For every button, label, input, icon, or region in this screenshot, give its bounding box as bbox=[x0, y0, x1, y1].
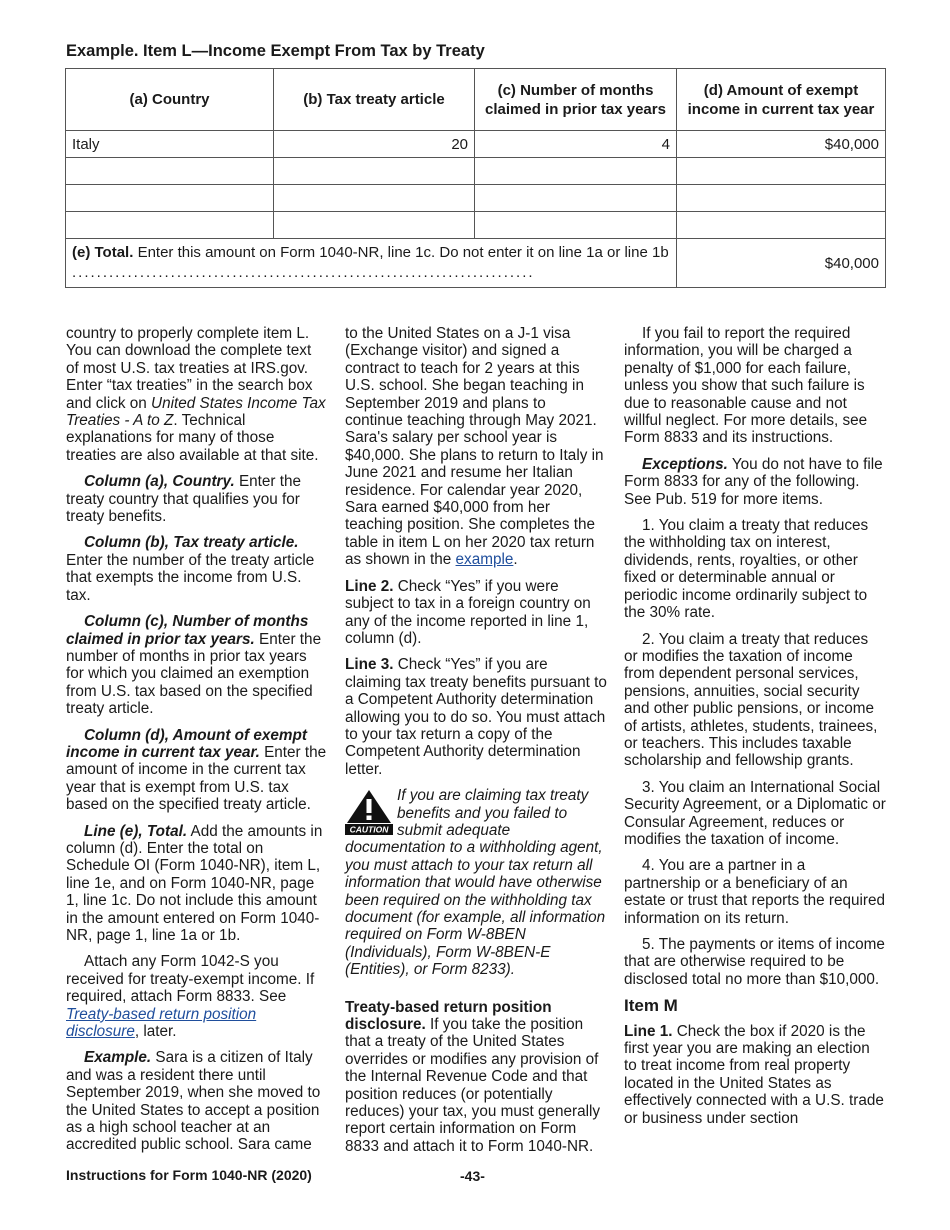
caution-text: If you are claiming tax treaty benefits and you failed to submit adequate documentation to a withholding agent, you must attach to your tax return all information that would have otherwise been required on the withholding tax document (for example, all information required on Form W-8BEN (Individuals), Form W-8BEN-E (Entities), or Form 8233). bbox=[345, 787, 606, 979]
cell-article bbox=[274, 158, 475, 185]
total-description bbox=[66, 239, 677, 288]
text: Add the amounts in column (d). Enter the total on Schedule OI (Form 1040-NR), item L, line 1e, and on Form 1040-NR, page 1, line 1c. Do not include this amount in the amount entered on Form 1040-NR, page 1, line 1a or 1b. bbox=[66, 822, 323, 944]
paragraph: If you fail to report the required information, you will be charged a penalty of $1,000 for each failure, unless you show that such failure is due to reasonable cause and not willful neglect. For more details, see Form 8833 and its instructions. bbox=[624, 325, 868, 447]
paragraph bbox=[66, 823, 328, 945]
paragraph bbox=[66, 1049, 328, 1153]
run-in-heading: Column (d), Amount of exempt income in current tax year. bbox=[66, 726, 307, 761]
total-row bbox=[66, 239, 886, 288]
table-header-row bbox=[66, 69, 886, 131]
paragraph bbox=[66, 727, 328, 814]
treaty-disclosure-link[interactable]: Treaty-based return position disclosure bbox=[66, 1005, 257, 1041]
run-in-heading: Line 2. bbox=[345, 577, 394, 595]
table-row bbox=[66, 212, 886, 239]
text: Check “Yes” if you are claiming tax treaty benefits pursuant to a Competent Authority determination allowing you to do so. You must attach to your tax return a copy of the Competent Authority determination letter. bbox=[345, 656, 607, 778]
text: , later. bbox=[134, 1023, 177, 1041]
table-row bbox=[66, 158, 886, 185]
cell-article bbox=[274, 212, 475, 239]
run-in-heading: Line 1. bbox=[624, 1022, 673, 1040]
text: Enter the number of months in prior tax years for which you claimed an exemption from U.S. tax based on the specified treaty article. bbox=[66, 630, 322, 718]
paragraph bbox=[345, 656, 607, 778]
cell-amount bbox=[677, 158, 886, 185]
text: country to properly complete item L. You can download the complete text of most U.S. tax treaties at IRS.gov. Enter “tax treaties” in the search box and click on bbox=[66, 325, 313, 412]
paragraph bbox=[66, 534, 328, 604]
cell-amount: $40,000 bbox=[677, 131, 886, 158]
cell-months bbox=[475, 212, 677, 239]
paragraph bbox=[66, 613, 328, 717]
cell-months bbox=[475, 185, 677, 212]
cell-country bbox=[66, 212, 274, 239]
paragraph bbox=[624, 456, 886, 508]
header-months-claimed: (c) Number of months claimed in prior tax years bbox=[475, 69, 677, 131]
list-item: 5. The payments or items of income that are otherwise required to be disclosed total no more than $10,000. bbox=[624, 936, 885, 988]
cell-months bbox=[475, 158, 677, 185]
text: Sara is a citizen of Italy and was a resident there until September 2019, when she moved to the United States to accept a position as a high school teacher at an accredited public school. Sara came bbox=[66, 1049, 321, 1154]
text: to the United States on a J-1 visa (Exchange visitor) and signed a contract to teach for 2 years at this U.S. school. She began teaching in September 2019 and plans to continue teaching through May 2021. Sara's salary per school year is $40,000. She plans to return to Italy in June 2021 and resume her Italian residence. For calendar year 2020, Sara earned $40,000 from her teaching position. She completes the table in item L on her 2020 tax return as shown in the bbox=[345, 325, 604, 569]
text: Check “Yes” if you were subject to tax in a foreign country on any of the income reported in line 1, column (d). bbox=[345, 577, 591, 647]
run-in-heading: Column (a), Country. bbox=[84, 473, 235, 491]
run-in-heading: Treaty-based return position disclosure. bbox=[345, 998, 552, 1034]
caution-note bbox=[345, 787, 607, 978]
run-in-heading: Example. bbox=[84, 1049, 152, 1067]
total-amount: $40,000 bbox=[677, 239, 886, 288]
table-row bbox=[66, 185, 886, 212]
paragraph bbox=[66, 953, 328, 1040]
cell-amount bbox=[677, 212, 886, 239]
text: If you take the position that a treaty of the United States overrides or modifies any provision of the Internal Revenue Code and that position reduces (or potentially reduces) your tax, you must generally report certain information on Form 8833 and attach it to Form 1040-NR. bbox=[345, 1016, 601, 1155]
run-in-heading: Column (c), Number of months claimed in prior tax years. bbox=[66, 613, 309, 648]
paragraph bbox=[66, 473, 328, 525]
paragraph bbox=[345, 578, 607, 648]
paragraph bbox=[624, 1023, 886, 1127]
text: Enter the number of the treaty article that exempts the income from U.S. tax. bbox=[66, 551, 315, 604]
example-link[interactable]: example bbox=[455, 551, 514, 569]
run-in-heading: Exceptions. bbox=[642, 455, 728, 473]
text: Check the box if 2020 is the first year you are making an election to treat income from real property located in the United States as effectively connected with a U.S. trade or business under section bbox=[624, 1022, 884, 1127]
text: . Technical explanations for many of those treaties are also available at that site. bbox=[66, 412, 319, 464]
text: Enter the amount of income in the current tax year that is exempt from U.S. tax based on the specified treaty article. bbox=[66, 743, 327, 814]
run-in-heading: Column (b), Tax treaty article. bbox=[84, 534, 299, 552]
caution-icon bbox=[345, 789, 393, 835]
list-item: 3. You claim an International Social Security Agreement, or a Diplomatic or Consular Agreement, reduces or modifies the taxation of income. bbox=[624, 778, 886, 848]
text: Enter the treaty country that qualifies you for treaty benefits. bbox=[66, 473, 302, 526]
list-item: 1. You claim a treaty that reduces the withholding tax on interest, dividends, rents, royalties, or other fixed or determinable annual or periodic income ordinarily subject to the 30% rate. bbox=[624, 517, 869, 622]
header-exempt-amount: (d) Amount of exempt income in current tax year bbox=[677, 69, 886, 131]
paragraph bbox=[66, 325, 328, 464]
cell-article: 20 bbox=[274, 131, 475, 158]
text: You do not have to file Form 8833 for any of the following. See Pub. 519 for more items. bbox=[624, 455, 883, 508]
dot-leader: ........................................................................... bbox=[72, 264, 535, 281]
header-country: (a) Country bbox=[66, 69, 274, 131]
text-column-1 bbox=[66, 325, 328, 1163]
cell-country: Italy bbox=[66, 131, 274, 158]
run-in-heading: Line (e), Total. bbox=[84, 822, 188, 840]
footer-form-name: Instructions for Form 1040-NR (2020) bbox=[66, 1167, 312, 1183]
cell-country bbox=[66, 185, 274, 212]
text-column-3 bbox=[624, 325, 886, 1136]
cell-months: 4 bbox=[475, 131, 677, 158]
page-number: -43- bbox=[460, 1168, 485, 1184]
paragraph bbox=[345, 325, 607, 569]
paragraph bbox=[345, 999, 607, 1156]
cell-country bbox=[66, 158, 274, 185]
header-treaty-article: (b) Tax treaty article bbox=[274, 69, 475, 131]
total-label: (e) Total. bbox=[72, 244, 134, 261]
list-item: 2. You claim a treaty that reduces or modifies the taxation of income from dependent personal services, pensions, annuities, social security and other public pensions, or income of artists, athletes, students, trainees, or teachers. This includes taxable scholarship and fellowship grants. bbox=[624, 630, 878, 770]
example-table-title: Example. Item L—Income Exempt From Tax by Treaty bbox=[66, 42, 485, 60]
list-item: 4. You are a partner in a partnership or a beneficiary of an estate or trust that reports the required information on its return. bbox=[624, 857, 886, 927]
item-m-heading: Item M bbox=[624, 996, 678, 1016]
total-text: Enter this amount on Form 1040-NR, line 1c. Do not enter it on line 1a or line 1b bbox=[137, 244, 669, 261]
cell-article bbox=[274, 185, 475, 212]
text: . bbox=[513, 551, 518, 569]
run-in-heading: Line 3. bbox=[345, 656, 394, 674]
italic-title: United States Income Tax Treaties - A to Z bbox=[66, 394, 326, 430]
text-column-2 bbox=[345, 325, 607, 1164]
text: Attach any Form 1042-S you received for treaty-exempt income. If required, attach Form 8833. See bbox=[66, 953, 315, 1006]
cell-amount bbox=[677, 185, 886, 212]
caution-label: CAUTION bbox=[349, 824, 389, 835]
table-row bbox=[66, 131, 886, 158]
example-treaty-table bbox=[65, 68, 886, 288]
